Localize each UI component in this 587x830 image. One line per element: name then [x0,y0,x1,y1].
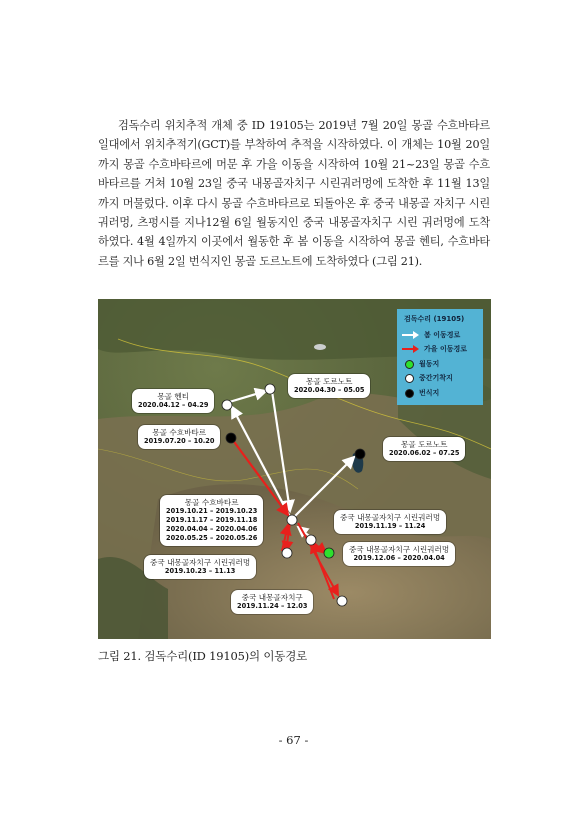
paragraph-line: 13일까지 머물렀다. 이후 다시 몽골 수흐바타르로 되돌아온 후 중국 내몽골 [98,177,490,210]
legend-item [405,388,439,398]
paragraph-line: 궈러멍에 도착하였다. 4월 4일까지 이곳에서 월동한 후 봄 이동을 시작하여 [98,216,490,249]
red-arrow-icon [401,345,419,353]
location-dates: 2019.11.19 – 11.24 [354,522,426,530]
map-legend [397,309,483,405]
location-dates: 2020.05.25 – 2020.05.26 [166,534,258,542]
green-dot-icon [405,360,414,369]
location-dates: 2019.10.21 – 2019.10.23 [166,507,258,515]
legend-item [405,359,439,369]
spring-route-line [294,457,354,517]
location-name: 몽골 도르노트 [401,440,448,449]
stopover-dot [287,515,297,525]
paragraph-text [98,116,490,271]
location-label [343,542,455,566]
stopover-dot [222,400,232,410]
location-label [288,374,370,398]
location-label [138,425,220,449]
spring-route-line [226,391,266,403]
location-name: 중국 내몽골자치구 시린궈러멍 [349,545,450,554]
figure-caption: 그림 21. 검독수리(ID 19105)의 이동경로 [98,649,308,663]
spring-route-line [272,391,290,511]
location-label [334,510,446,534]
location-dates: 2020.04.30 – 05.05 [294,386,365,394]
location-name: 중국 내몽골자치구 [241,593,303,602]
body-paragraph [98,116,490,271]
black-dot-icon [405,389,414,398]
wintering-dot [324,548,334,558]
location-dates: 2019.11.17 – 2019.11.18 [166,516,258,524]
location-dates: 2020.04.12 – 04.29 [138,401,209,409]
stopover-dot [282,548,292,558]
legend-title: 검독수리 (19105) [404,315,465,323]
legend-label: 월동지 [419,360,440,368]
white-arrow-icon [401,331,419,339]
location-label [231,590,313,614]
paragraph-line: (그림 21). [372,254,423,268]
location-dates: 2019.11.24 – 12.03 [237,602,308,610]
stopover-dot [265,384,275,394]
breeding-dot [226,433,236,443]
paragraph-line: 20일까지 몽골 수흐바타르에 머문 후 가을 이동을 시작하여 10월 21~23일 몽골 [98,138,490,171]
paragraph-line: 수흐바타르를 거쳐 10월 23일 중국 내몽골자치구 시린궈러멍에 도착한 후 11월 [98,157,490,191]
location-name: 몽골 수흐바타르 [152,428,207,437]
legend-label: 봄 이동경로 [424,331,461,339]
paragraph-line: 일대에서 위치추적기(GCT)를 부착하여 추적을 시작하였다. 이 개체는 10월 [98,138,462,152]
location-name: 몽골 헨티 [157,392,190,401]
location-name: 몽골 수흐바타르 [184,498,239,507]
stopover-dot [337,596,347,606]
page-number: - 67 - [278,733,309,747]
location-dates: 2020.04.04 – 2020.04.06 [166,525,258,533]
paragraph-line: 자치구 시린궈러멍, 츠펑시를 지나12월 6일 월동지인 중국 내몽골자치구 시린 [98,196,490,230]
paragraph-line: 몽골 헨티, 수흐바타르를 지나 6월 2일 번식지인 몽골 도르노트에 도착하였다 [98,235,490,268]
location-dates: 2019.12.06 – 2020.04.04 [353,554,445,562]
legend-item [405,373,453,383]
location-dates: 2020.06.02 – 07.25 [389,449,460,457]
location-dates: 2019.10.23 – 11.13 [164,567,236,575]
legend-label: 번식지 [419,389,440,397]
white-dot-icon [405,374,414,383]
legend-item [401,330,460,340]
stopover-dot [306,535,316,545]
location-name: 중국 내몽골자치구 시린궈러멍 [340,513,441,522]
location-name: 중국 내몽골자치구 시린궈러멍 [150,558,251,567]
legend-label: 중간기착지 [419,374,453,382]
location-name: 몽골 도르노트 [306,377,353,386]
location-label [160,495,263,546]
breeding-dot [355,449,365,459]
paragraph-line: 검독수리 위치추적 개체 중 ID 19105는 2019년 7월 20일 몽골 수흐바타르 [118,119,490,132]
migration-map [98,299,491,639]
location-label [132,389,214,413]
location-label [144,555,256,579]
legend-label: 가을 이동경로 [424,345,468,353]
location-dates: 2019.07.20 – 10.20 [144,437,215,445]
legend-item [401,344,467,354]
location-label [383,437,465,461]
